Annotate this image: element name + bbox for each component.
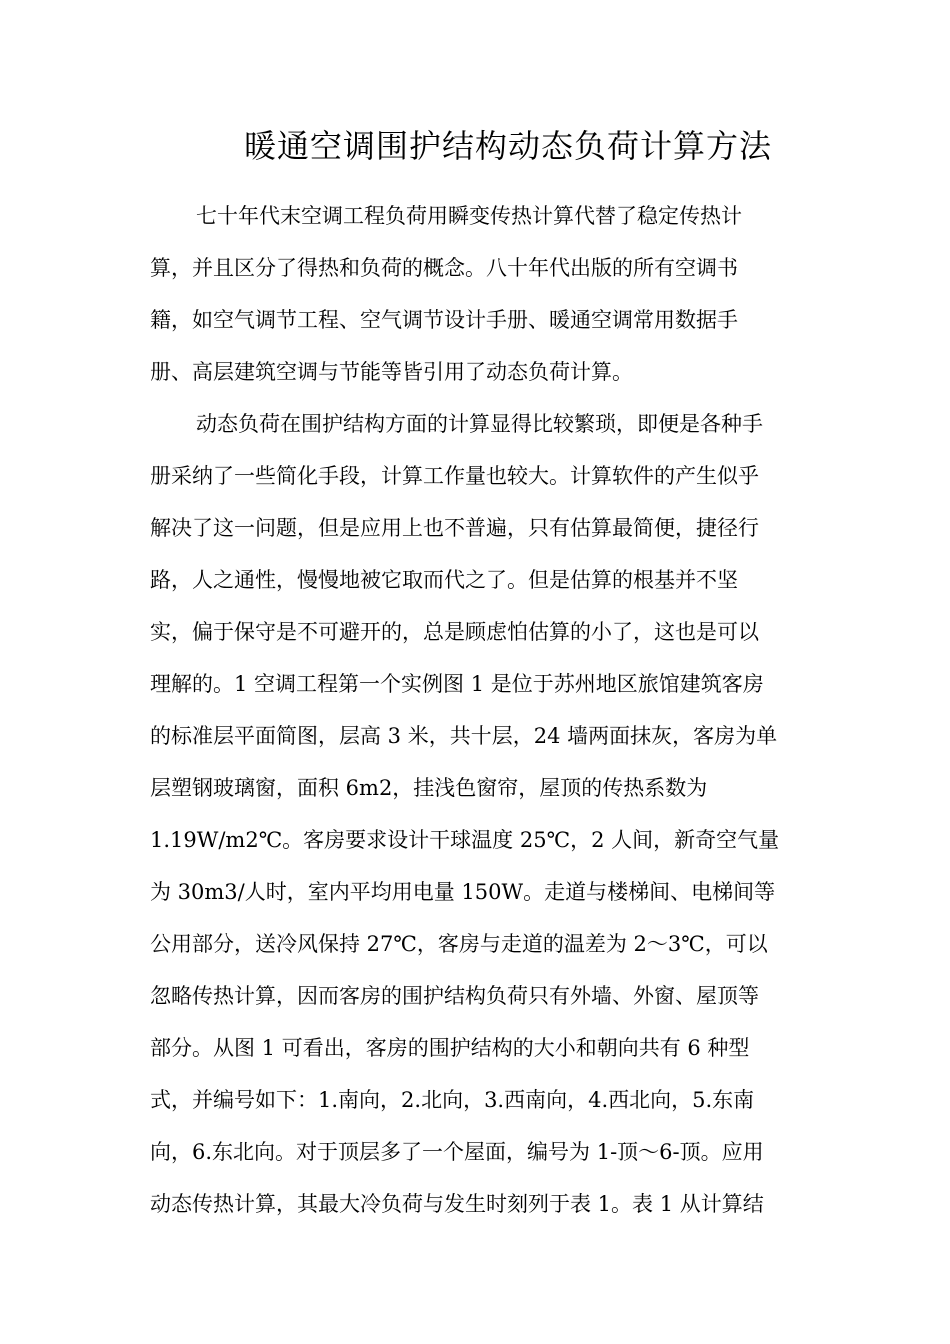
paragraph-2-line-2: 册采纳了一些简化手段，计算工作量也较大。计算软件的产生似乎 [150,464,759,488]
paragraph-2-line-5: 实，偏于保守是不可避开的，总是顾虑怕估算的小了，这也是可以 [150,620,759,644]
paragraph-1-line-2: 算，并且区分了得热和负荷的概念。八十年代出版的所有空调书 [150,256,738,280]
paragraph-2-line-3: 解决了这一问题，但是应用上也不普遍，只有估算最简便，捷径行 [150,516,759,540]
paragraph-2-line-13: 部分。从图 1 可看出，客房的围护结构的大小和朝向共有 6 种型 [150,1036,750,1060]
paragraph-2-line-15: 向，6.东北向。对于顶层多了一个屋面，编号为 1-顶～6-顶。应用 [150,1140,764,1164]
paragraph-2-line-14: 式，并编号如下：1.南向，2.北向，3.西南向，4.西北向，5.东南 [150,1088,755,1112]
paragraph-1-line-1: 七十年代末空调工程负荷用瞬变传热计算代替了稳定传热计 [196,204,742,228]
paragraph-2-line-6: 理解的。1 空调工程第一个实例图 1 是位于苏州地区旅馆建筑客房 [150,672,764,696]
paragraph-2-line-8: 层塑钢玻璃窗，面积 6m2，挂浅色窗帘，屋顶的传热系数为 [150,776,708,800]
paragraph-2-line-9: 1.19W/m2℃。客房要求设计干球温度 25℃，2 人间，新奇空气量 [150,828,780,852]
paragraph-1-line-4: 册、高层建筑空调与节能等皆引用了动态负荷计算。 [150,360,633,384]
paragraph-2-line-1: 动态负荷在围护结构方面的计算显得比较繁琐，即便是各种手 [196,412,763,436]
paragraph-2-line-11: 公用部分，送冷风保持 27℃，客房与走道的温差为 2～3℃，可以 [150,932,768,956]
paragraph-1-line-3: 籍，如空气调节工程、空气调节设计手册、暖通空调常用数据手 [150,308,738,332]
paragraph-2-line-10: 为 30m3/人时，室内平均用电量 150W。走道与楼梯间、电梯间等 [150,880,776,904]
document-title: 暖通空调围护结构动态负荷计算方法 [243,127,772,165]
paragraph-2-line-7: 的标准层平面简图，层高 3 米，共十层，24 墙两面抹灰，客房为单 [150,724,778,748]
paragraph-2-line-12: 忽略传热计算，因而客房的围护结构负荷只有外墙、外窗、屋顶等 [150,984,759,1008]
paragraph-2-line-16: 动态传热计算，其最大冷负荷与发生时刻列于表 1。表 1 从计算结 [150,1192,764,1216]
paragraph-2-line-4: 路，人之通性，慢慢地被它取而代之了。但是估算的根基并不坚 [150,568,738,592]
